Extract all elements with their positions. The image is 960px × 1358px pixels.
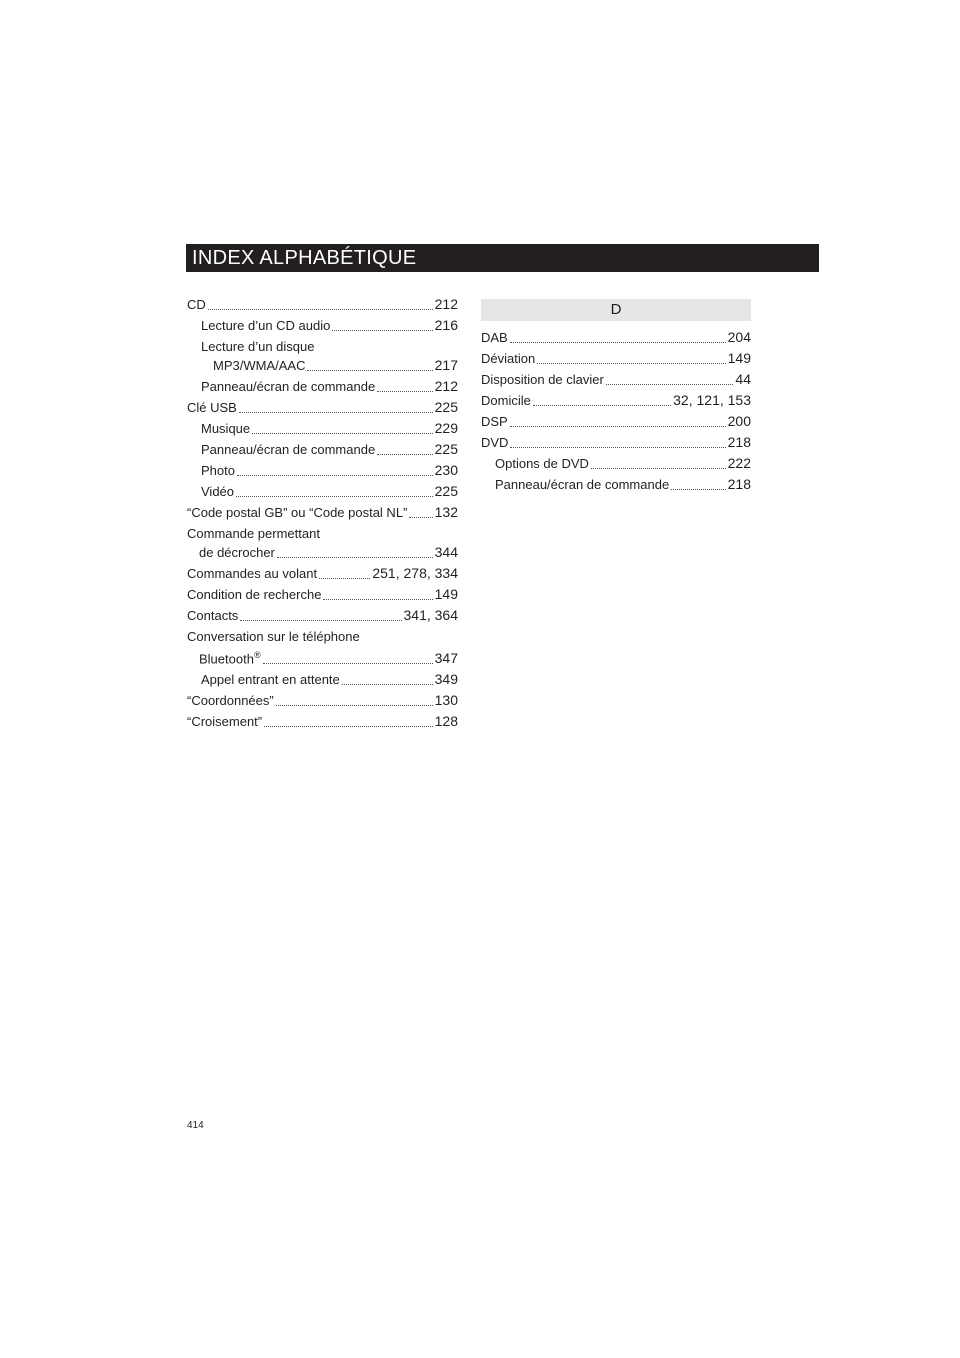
section-letter-d: D (481, 299, 751, 321)
index-entry: Domicile 32, 121, 153 (481, 392, 751, 408)
registered-mark: ® (253, 650, 261, 660)
index-subentry: Lecture d’un CD audio 216 (201, 317, 458, 333)
index-entry: “Croisement” 128 (187, 713, 458, 730)
page-title: INDEX ALPHABÉTIQUE (192, 247, 417, 269)
index-subentry: Panneau/écran de commande 225 (201, 441, 458, 457)
index-subentry: MP3/WMA/AAC 217 (213, 357, 458, 373)
index-entry: Déviation 149 (481, 350, 751, 366)
index-column-right (481, 294, 751, 495)
index-entry: “Coordonnées” 130 (187, 692, 458, 709)
index-entry: de décrocher 344 (199, 544, 458, 560)
header-band (186, 244, 819, 272)
index-subentry: Musique 229 (201, 420, 458, 436)
index-entry: “Code postal GB” ou “Code postal NL” 132 (187, 504, 458, 520)
index-entry: Clé USB 225 (187, 399, 458, 415)
index-entry: Disposition de clavier 44 (481, 371, 751, 387)
index-entry: CD 212 (187, 296, 458, 312)
index-entry-line: Conversation sur le téléphone (187, 629, 360, 644)
index-entry-line: Commande permettant (187, 526, 320, 541)
index-subentry: Options de DVD 222 (495, 455, 751, 471)
index-subentry: Panneau/écran de commande 218 (495, 476, 751, 492)
index-subentry: Photo 230 (201, 462, 458, 478)
index-entry: DSP 200 (481, 413, 751, 429)
page-number: 414 (187, 1120, 204, 1131)
index-subentry: Vidéo 225 (201, 483, 458, 499)
index-entry: DVD 218 (481, 434, 751, 450)
index-subentry: Panneau/écran de commande 212 (201, 378, 458, 394)
index-entry: Bluetooth® 347 (199, 650, 458, 667)
index-subentry: Appel entrant en attente 349 (201, 671, 458, 688)
index-entry: DAB 204 (481, 329, 751, 345)
index-column-left (187, 294, 458, 732)
index-entry: Contacts 341, 364 (187, 607, 458, 623)
index-subentry-line: Lecture d’un disque (201, 339, 315, 354)
index-entry: Condition de recherche 149 (187, 586, 458, 602)
index-entry: Commandes au volant 251, 278, 334 (187, 565, 458, 581)
